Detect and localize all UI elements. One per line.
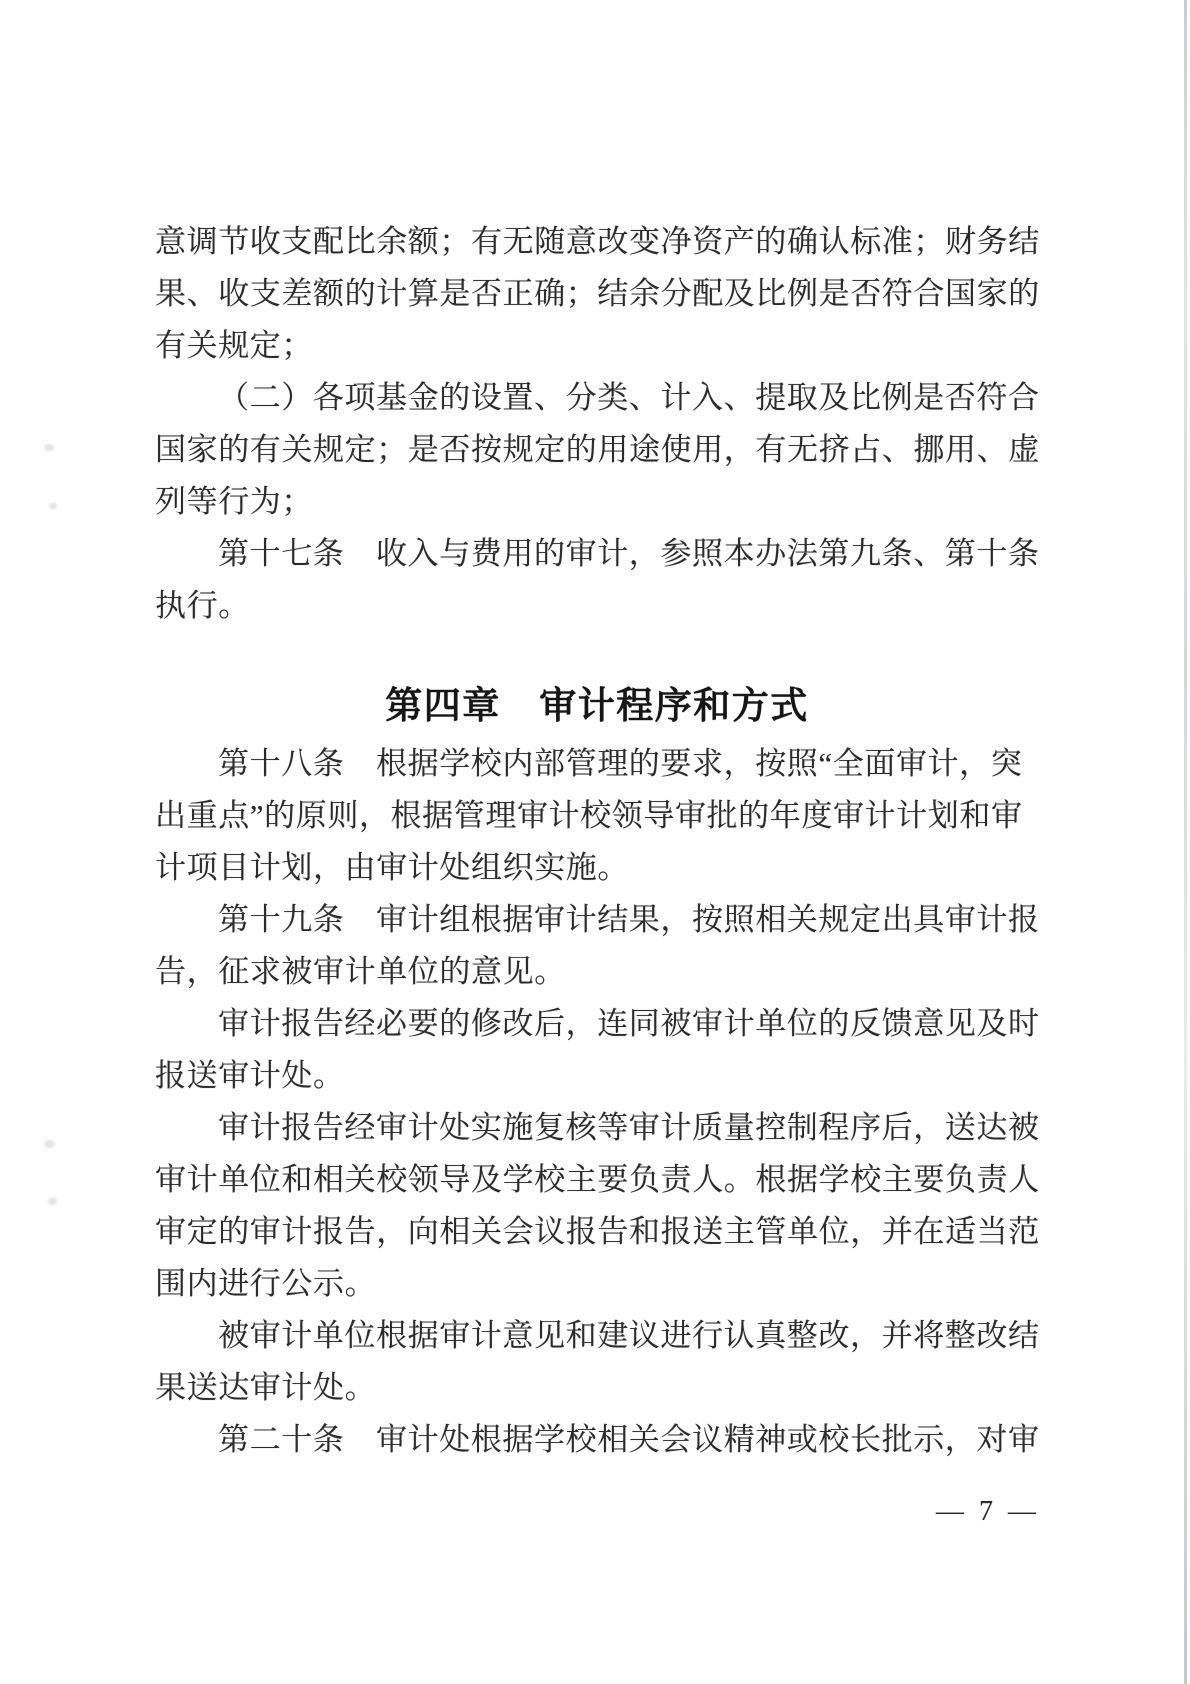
scan-smudge	[48, 1198, 57, 1205]
text-line: 审计报告经审计处实施复核等审计质量控制程序后，送达被	[218, 1110, 1040, 1145]
text-line: （二）各项基金的设置、分类、计入、提取及比例是否符合	[218, 380, 1040, 415]
text-line: 出重点”的原则，根据管理审计校领导审批的年度审计计划和审	[155, 798, 1023, 833]
scan-smudge	[44, 444, 54, 451]
text-line: 第十七条 收入与费用的审计，参照本办法第九条、第十条	[218, 536, 1040, 571]
text-line: 执行。	[155, 588, 250, 623]
paragraph-block-main	[155, 738, 1039, 1466]
scan-edge-line	[1184, 0, 1187, 1684]
text-line: 第十九条 审计组根据审计结果，按照相关规定出具审计报	[218, 902, 1040, 937]
text-line: 果送达审计处。	[155, 1370, 377, 1405]
text-line: 第十八条 根据学校内部管理的要求，按照“全面审计，突	[218, 746, 1023, 781]
text-line: 围内进行公示。	[155, 1266, 377, 1301]
page-number: — 7 —	[936, 1496, 1040, 1527]
chapter-heading: 第四章 审计程序和方式	[385, 686, 809, 727]
text-line: 计项目计划，由审计处组织实施。	[155, 850, 629, 885]
scan-smudge	[49, 503, 57, 509]
text-line: 告，征求被审计单位的意见。	[155, 954, 566, 989]
text-line: 有关规定；	[155, 328, 313, 363]
text-line: 列等行为；	[155, 484, 313, 519]
text-line: 审定的审计报告，向相关会议报告和报送主管单位，并在适当范	[155, 1214, 1040, 1249]
text-line: 审计报告经必要的修改后，连同被审计单位的反馈意见及时	[218, 1006, 1040, 1041]
text-line: 第二十条 审计处根据学校相关会议精神或校长批示，对审	[218, 1422, 1040, 1457]
text-line: 国家的有关规定；是否按规定的用途使用，有无挤占、挪用、虚	[155, 432, 1040, 467]
paragraph-block-top	[155, 216, 1039, 632]
text-line: 果、收支差额的计算是否正确；结余分配及比例是否符合国家的	[155, 276, 1040, 311]
text-line: 报送审计处。	[155, 1058, 345, 1093]
text-line: 被审计单位根据审计意见和建议进行认真整改，并将整改结	[218, 1318, 1040, 1353]
scan-smudge	[44, 1140, 55, 1148]
text-line: 意调节收支配比余额；有无随意改变净资产的确认标准；财务结	[155, 224, 1040, 259]
text-line: 审计单位和相关校领导及学校主要负责人。根据学校主要负责人	[155, 1162, 1040, 1197]
